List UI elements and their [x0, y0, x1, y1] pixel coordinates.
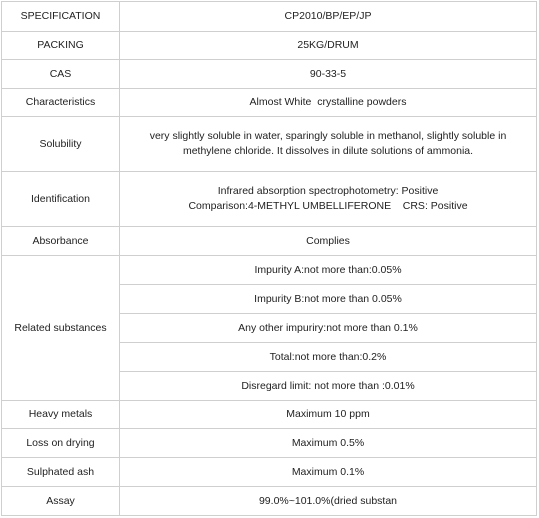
row-value-solubility: very slightly soluble in water, sparingly soluble in methanol, slightly soluble in methylene chloride. It dissolves in dilute solutions of ammonia. [120, 117, 537, 172]
table-row [2, 429, 537, 458]
row-value-total: Total:not more than:0.2% [120, 343, 537, 372]
row-label-characteristics: Characteristics [2, 89, 120, 117]
row-value-sulphated-ash: Maximum 0.1% [120, 458, 537, 487]
row-label-specification: SPECIFICATION [2, 2, 120, 32]
row-label-cas: CAS [2, 60, 120, 89]
table-row [2, 89, 537, 117]
table-row [2, 487, 537, 516]
table-row [2, 401, 537, 429]
row-value-characteristics: Almost White crystalline powders [120, 89, 537, 117]
row-value-impurity-a: Impurity A:not more than:0.05% [120, 256, 537, 285]
row-value-cas: 90-33-5 [120, 60, 537, 89]
table-row [2, 32, 537, 60]
table-row [2, 60, 537, 89]
row-label-loss-on-drying: Loss on drying [2, 429, 120, 458]
row-value-heavy-metals: Maximum 10 ppm [120, 401, 537, 429]
row-label-sulphated-ash: Sulphated ash [2, 458, 120, 487]
row-label-absorbance: Absorbance [2, 227, 120, 256]
row-value-assay: 99.0%~101.0%(dried substan [120, 487, 537, 516]
row-label-assay: Assay [2, 487, 120, 516]
row-value-loss-on-drying: Maximum 0.5% [120, 429, 537, 458]
row-value-specification: CP2010/BP/EP/JP [120, 2, 537, 32]
row-label-heavy-metals: Heavy metals [2, 401, 120, 429]
row-label-solubility: Solubility [2, 117, 120, 172]
table-row [2, 458, 537, 487]
table-row [2, 256, 537, 285]
row-value-other-impurity: Any other impuriry:not more than 0.1% [120, 314, 537, 343]
row-value-disregard-limit: Disregard limit: not more than :0.01% [120, 372, 537, 401]
row-value-impurity-b: Impurity B:not more than 0.05% [120, 285, 537, 314]
row-label-packing: PACKING [2, 32, 120, 60]
row-value-packing: 25KG/DRUM [120, 32, 537, 60]
table-row [2, 2, 537, 32]
table-row [2, 117, 537, 172]
row-value-absorbance: Complies [120, 227, 537, 256]
specification-table [1, 1, 537, 516]
table-row [2, 227, 537, 256]
row-label-identification: Identification [2, 172, 120, 227]
row-value-identification: Infrared absorption spectrophotometry: Positive Comparison:4-METHYL UMBELLIFERONE CRS: Positive [120, 172, 537, 227]
table-row [2, 172, 537, 227]
row-label-related-substances: Related substances [2, 256, 120, 401]
